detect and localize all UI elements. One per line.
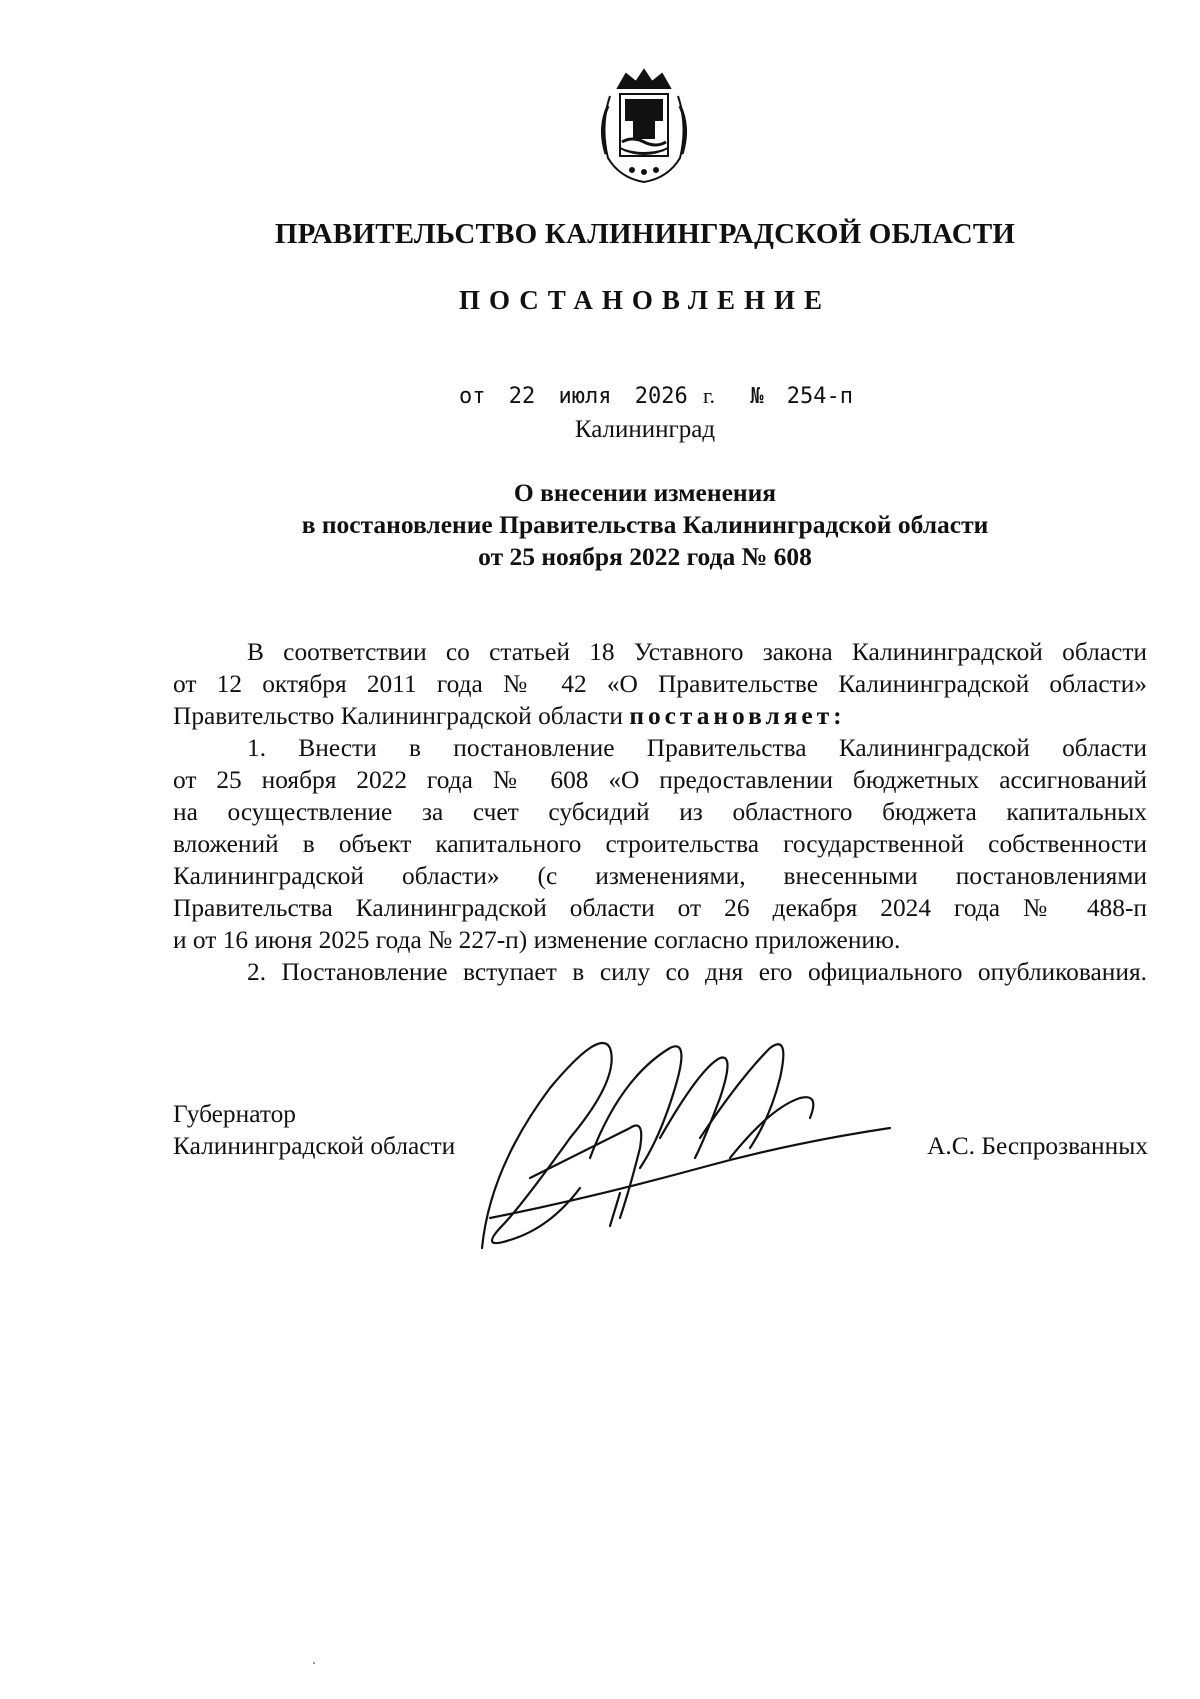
- body-line: и от 16 июня 2025 года № 227-п) изменение согласно приложению.: [173, 926, 901, 954]
- subject-line: от 25 ноября 2022 года № 608: [478, 542, 812, 571]
- body-line: В соответствии со статьей 18 Уставного закона Калининградской области: [247, 638, 1147, 666]
- signer-position-line: Губернатор: [173, 1100, 296, 1128]
- body-line: Правительства Калининградской области от 26 декабря 2024 года № 488-п: [173, 894, 1147, 922]
- body-line: на осуществление за счет субсидий из областного бюджета капитальных: [173, 798, 1147, 826]
- document-type-heading: ПОСТАНОВЛЕНИЕ: [458, 285, 832, 315]
- date-year-suffix: г.: [702, 383, 716, 408]
- scan-speck: [313, 1662, 315, 1664]
- body-line: вложений в объект капитального строительства государственной собственности: [173, 830, 1147, 858]
- handwritten-signature: [470, 1018, 910, 1258]
- date-year: 2026: [634, 384, 688, 409]
- body-line: от 12 октября 2011 года № 42 «О Правительстве Калининградской области»: [173, 670, 1147, 698]
- signer-position-line: Калининградской области: [173, 1132, 456, 1160]
- subject-line: О внесении изменения: [513, 478, 777, 507]
- signer-position: [173, 1098, 455, 1162]
- date-month: июля: [558, 384, 612, 409]
- document-body: [173, 636, 1147, 988]
- signer-name: А.С. Беспрозванных: [927, 1132, 1148, 1160]
- preamble-text: Правительство Калининградской области: [173, 702, 630, 730]
- document-subject: [0, 477, 1200, 573]
- body-line: Калининградской области» (с изменениями, внесенными постановлениями: [173, 862, 1147, 890]
- document-date-number: [459, 383, 853, 409]
- resolves-keyword: постановляет:: [629, 702, 846, 730]
- body-line: 1. Внести в постановление Правительства Калининградской области: [247, 734, 1147, 762]
- body-line: [173, 700, 1147, 732]
- date-prefix: от: [459, 384, 486, 409]
- document-number: 254-п: [786, 384, 853, 409]
- city-name: Калининград: [574, 416, 716, 443]
- body-line: 2. Постановление вступает в силу со дня его официального опубликования.: [247, 958, 1147, 986]
- coat-of-arms-emblem: [596, 66, 692, 184]
- date-day: 22: [508, 384, 536, 409]
- subject-line: в постановление Правительства Калининградской области: [301, 510, 989, 539]
- organization-title: ПРАВИТЕЛЬСТВО КАЛИНИНГРАДСКОЙ ОБЛАСТИ: [274, 218, 1016, 250]
- number-sign: №: [750, 384, 764, 409]
- body-line: от 25 ноября 2022 года № 608 «О предоставлении бюджетных ассигнований: [173, 766, 1147, 794]
